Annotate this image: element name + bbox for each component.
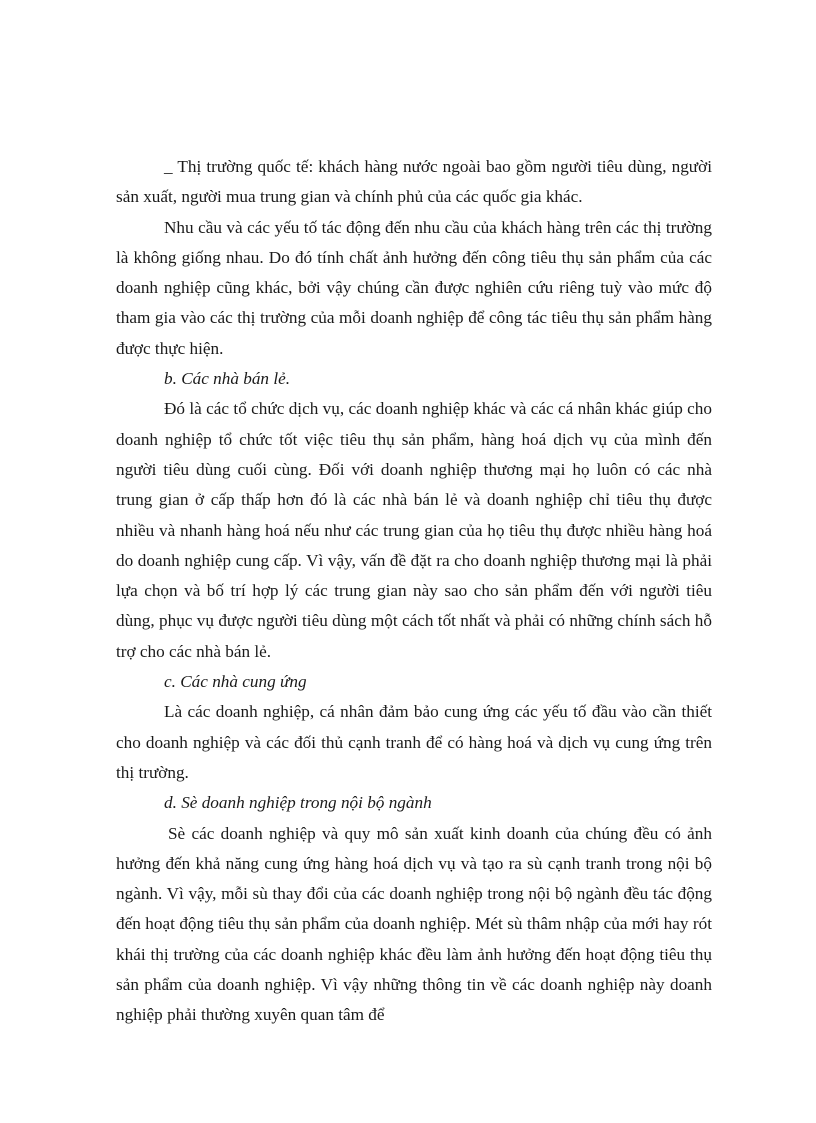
paragraph-industry-firms: Sè các doanh nghiệp và quy mô sản xuất kinh doanh của chúng đều có ảnh hưởng đến khả năng cung ứng hàng hoá dịch vụ và tạo ra sù cạnh tranh trong nội bộ ngành. Vì vậy, mỗi sù thay đổi của các doanh nghiệp trong nội bộ ngành đều tác động đến hoạt động tiêu thụ sản phẩm của doanh nghiệp. Mét sù thâm nhập của mới hay rót khái thị trường của các doanh nghiệp khác đều làm ảnh hưởng đến hoạt động tiêu thụ sản phẩm của doanh nghiệp. Vì vậy những thông tin về các doanh nghiệp này doanh nghiệp phải thường xuyên quan tâm để: [116, 823, 712, 1025]
paragraph-customer-needs: Nhu cầu và các yếu tố tác động đến nhu cầu của khách hàng trên các thị trường là không giống nhau. Do đó tính chất ảnh hưởng đến công tiêu thụ sản phẩm của các doanh nghiệp cũng khác, bởi vậy chúng cần được nghiên cứu riêng tuỳ vào mức độ tham gia vào các thị trường của mỗi doanh nghiệp để công tác tiêu thụ sản phẩm hàng được thực hiện.: [116, 217, 712, 358]
heading-retailers: b. Các nhà bán lẻ.: [164, 369, 291, 389]
document-body: [116, 152, 712, 1031]
heading-industry-firms: d. Sè doanh nghiệp trong nội bộ ngành: [164, 793, 432, 813]
heading-suppliers: c. Các nhà cung ứng: [164, 672, 307, 692]
paragraph-suppliers: Là các doanh nghiệp, cá nhân đảm bảo cung ứng các yếu tố đầu vào cần thiết cho doanh nghiệp và các đối thủ cạnh tranh để có hàng hoá và dịch vụ cung ứng trên thị trường.: [116, 702, 712, 782]
paragraph-retailers: Đó là các tổ chức dịch vụ, các doanh nghiệp khác và các cá nhân khác giúp cho doanh nghiệp tổ chức tốt việc tiêu thụ sản phẩm, hàng hoá dịch vụ của mình đến người tiêu dùng cuối cùng. Đối với doanh nghiệp thương mại họ luôn có các nhà trung gian ở cấp thấp hơn đó là các nhà bán lẻ và doanh nghiệp chỉ tiêu thụ được nhiều và nhanh hàng hoá nếu như các trung gian của họ tiêu thụ được nhiều hàng hoá do doanh nghiệp cung cấp. Vì vậy, vấn đề đặt ra cho doanh nghiệp thương mại là phải lựa chọn và bố trí hợp lý các trung gian này sao cho sản phẩm đến với người tiêu dùng, phục vụ được người tiêu dùng một cách tốt nhất và phải có những chính sách hỗ trợ cho các nhà bán lẻ.: [116, 399, 712, 661]
paragraph-international-market: _ Thị trường quốc tế: khách hàng nước ngoài bao gồm người tiêu dùng, người sản xuất, người mua trung gian và chính phủ của các quốc gia khác.: [116, 157, 712, 207]
